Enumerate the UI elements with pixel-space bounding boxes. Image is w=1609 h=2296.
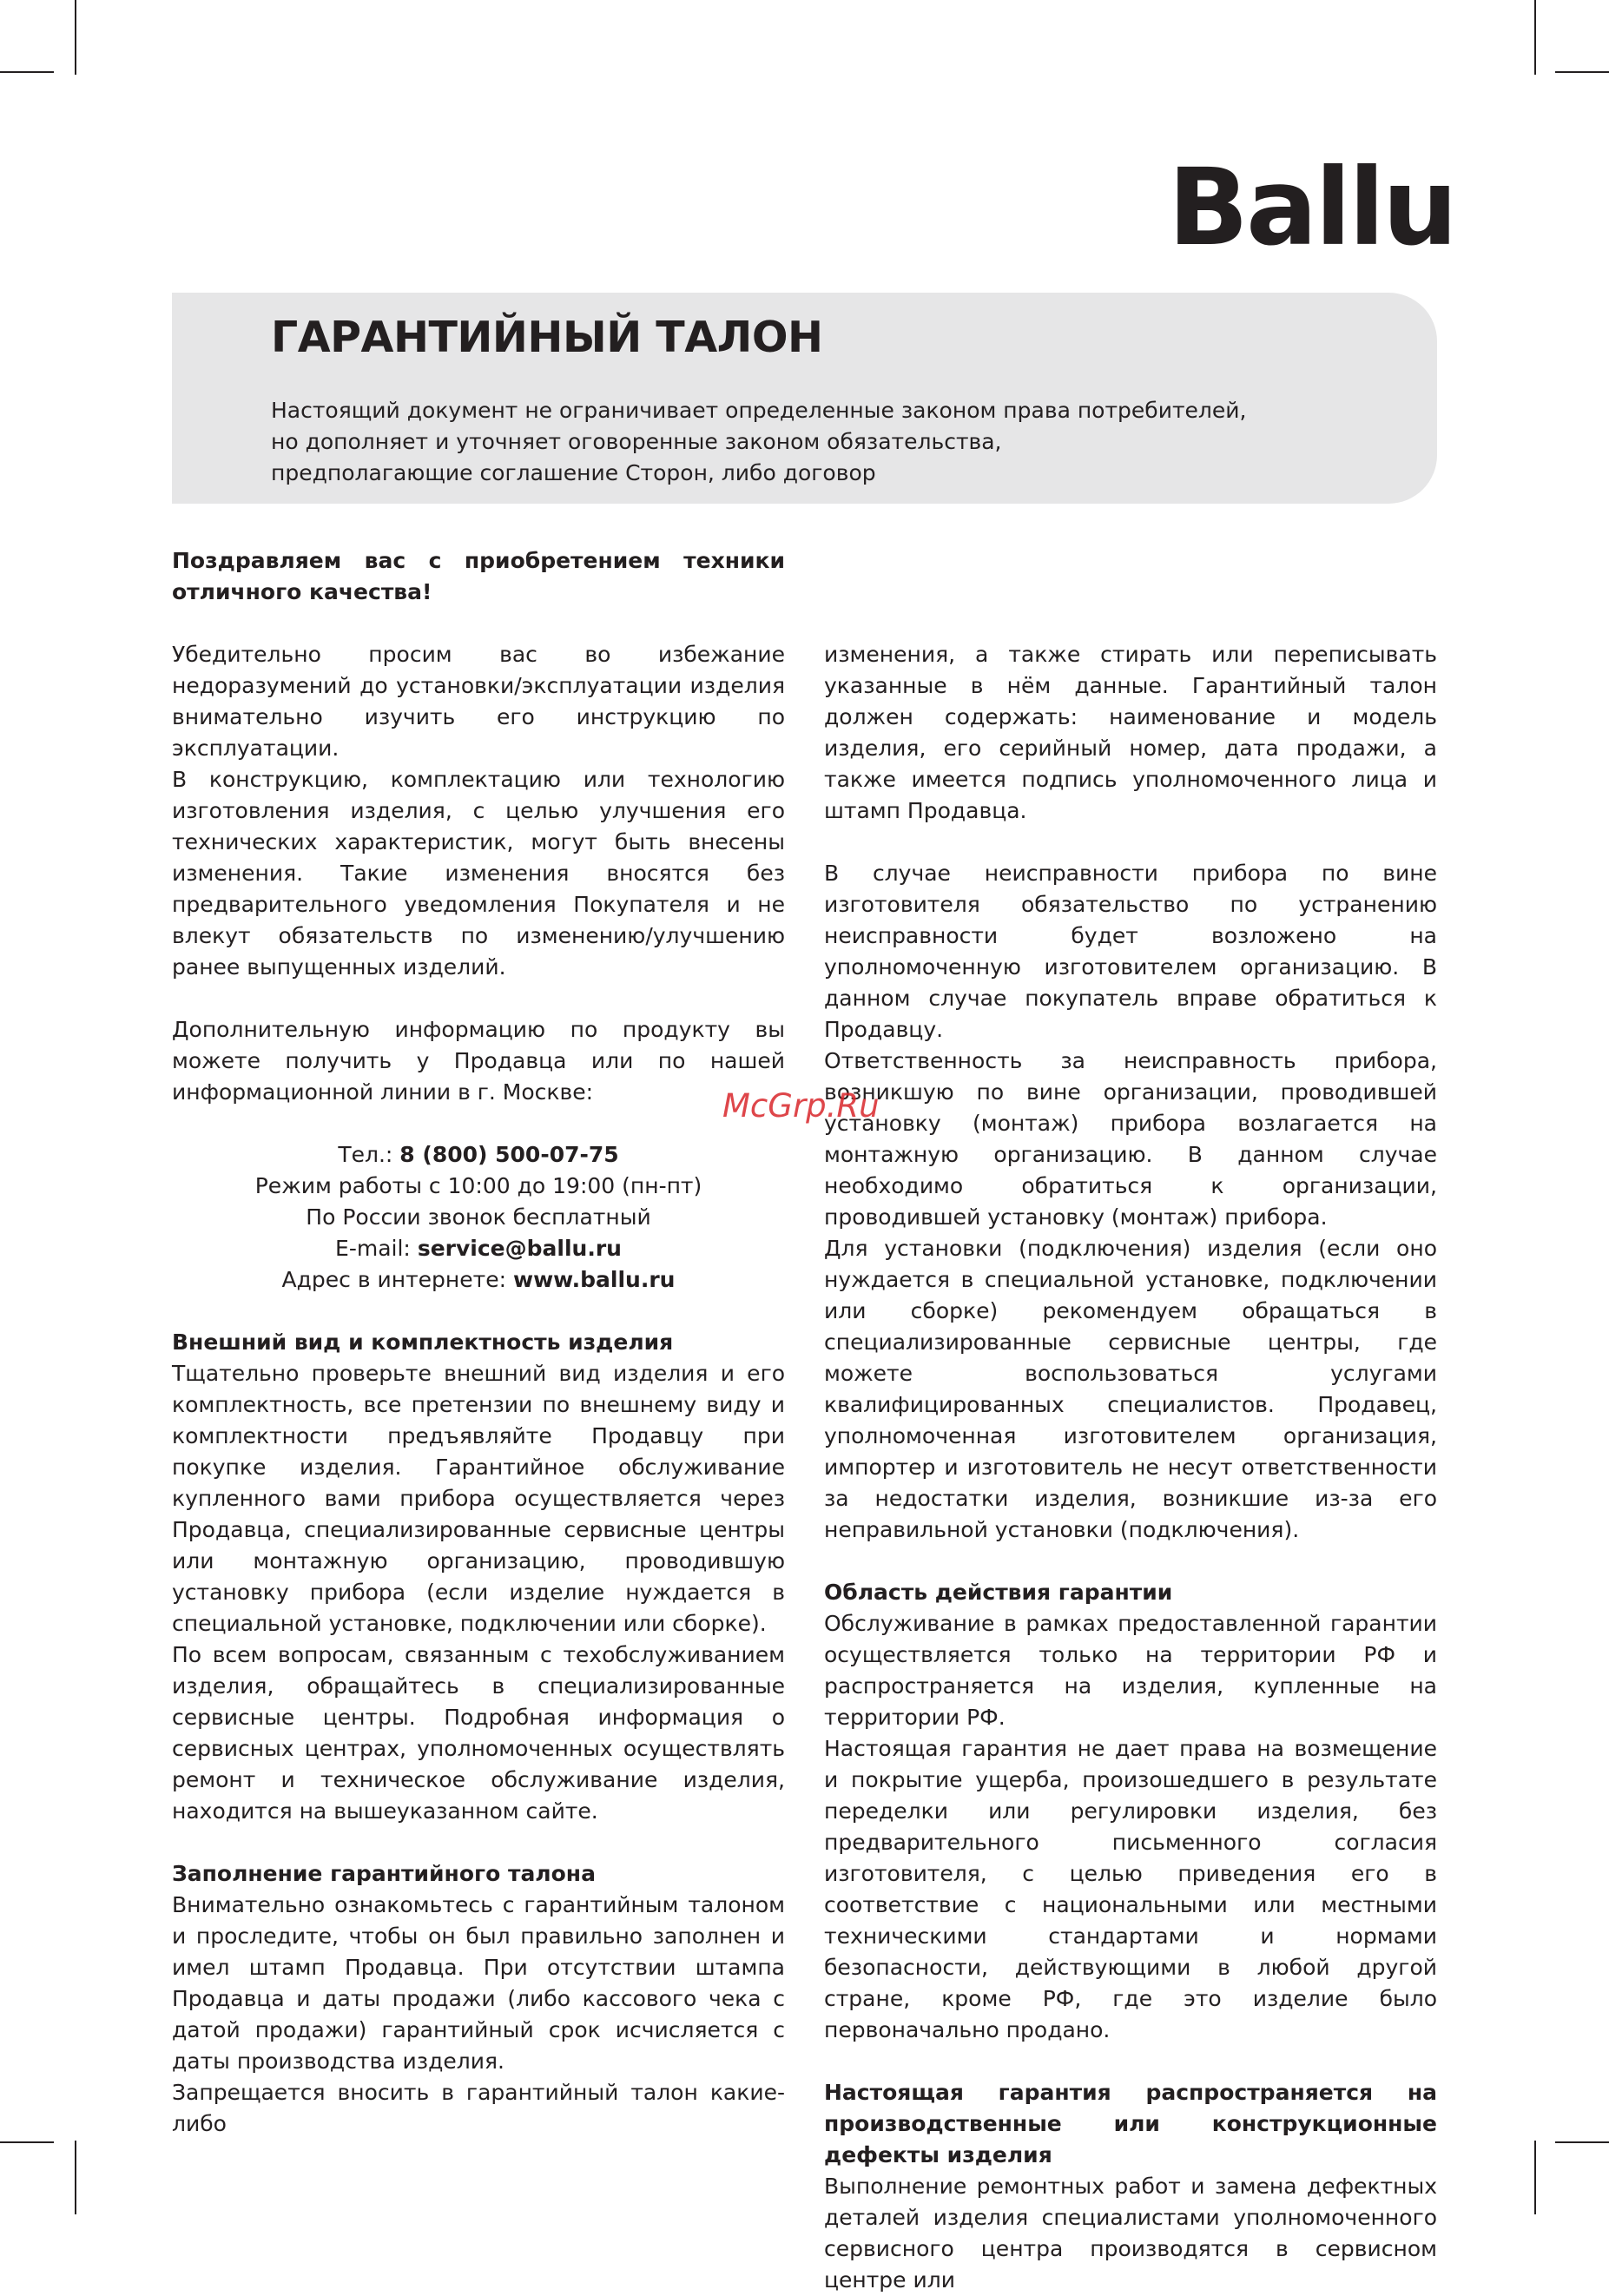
paragraph: В конструкцию, комплектацию или технологию изготовления изделия, с целью улучшения его технических характеристик, могут быть внесены изменения. Такие изменения вносятся без предварительного уведомления Покупателя и не влекут обязательств по изменению/улучшению ранее выпущенных изделий. xyxy=(172,767,785,980)
email-link[interactable]: service@ballu.ru xyxy=(417,1236,622,1261)
header-note-line: но дополняет и уточняет оговоренные законом обязательства, xyxy=(271,429,1002,454)
paragraph: изменения, а также стирать или переписывать указанные в нём данные. Гарантийный талон должен содержать: наименование и модель изделия, его серийный номер, дата продажи, а также имеется подпись уполномоченного лица и штамп Продавца. xyxy=(824,642,1437,823)
ballu-logo: Ballu xyxy=(1168,146,1455,269)
contact-free-call: По России звонок бесплатный xyxy=(306,1204,651,1230)
crop-mark xyxy=(0,71,54,73)
contact-web xyxy=(172,1264,785,1296)
web-label: Адрес в интернете: xyxy=(281,1267,513,1292)
paragraph: Настоящая гарантия не дает права на возмещение и покрытие ущерба, произошедшего в результате переделки или регулировки изделия, без предварительного письменного согласия изготовителя, с целью приведения его в соответствие с национальными или местными техническими стандартами и нормами безопасности, действующими в любой другой стране, кроме РФ, где это изделие было первоначально продано. xyxy=(824,1736,1437,2042)
phone-label: Тел.: xyxy=(338,1142,400,1167)
crop-mark xyxy=(0,2141,54,2143)
section-heading-defects: Настоящая гарантия распространяется на производственные или конструкционные дефекты изделия xyxy=(824,2080,1437,2167)
greeting-heading: Поздравляем вас с приобретением техники отличного качества! xyxy=(172,548,785,604)
header-note-line: предполагающие соглашение Сторон, либо договор xyxy=(271,460,876,485)
contact-email xyxy=(172,1233,785,1264)
crop-mark xyxy=(1555,71,1609,73)
paragraph: По всем вопросам, связанным с техобслуживанием изделия, обращайтесь в специализированные сервисные центры. Подробная информация о сервисных центрах, уполномоченных осуществлять ремонт и техническое обслуживание изделия, находится на вышеуказанном сайте. xyxy=(172,1642,785,1824)
section-heading-scope: Область действия гарантии xyxy=(824,1580,1173,1605)
section-heading-filling: Заполнение гарантийного талона xyxy=(172,1861,596,1886)
left-column xyxy=(172,545,785,2140)
phone-number[interactable]: 8 (800) 500-07-75 xyxy=(399,1142,619,1167)
paragraph: Убедительно просим вас во избежание недоразумений до установки/эксплуатации изделия внимательно изучить его инструкцию по эксплуатации. xyxy=(172,642,785,761)
crop-mark xyxy=(1534,2141,1536,2214)
contact-block xyxy=(172,1139,785,1296)
paragraph: Ответственность за неисправность прибора, возникшую по вине организации, проводившей установку (монтаж) прибора возлагается на монтажную организацию. В данном случае необходимо обратиться к организации, проводившей установку (монтаж) прибора. xyxy=(824,1048,1437,1230)
email-label: E-mail: xyxy=(335,1236,418,1261)
paragraph: Для установки (подключения) изделия (если оно нуждается в специальной установке, подключении или сборке) рекомендуем обращаться в специализированные сервисные центры, где можете воспользоваться услугами квалифицированных специалистов. Продавец, уполномоченная изготовителем организация, импортер и изготовитель не несут ответственности за недостатки изделия, возникшие из-за его неправильной установки (подключения). xyxy=(824,1236,1437,1542)
contact-phone xyxy=(172,1139,785,1171)
paragraph: Внимательно ознакомьтесь с гарантийным талоном и проследите, чтобы он был правильно заполнен и имел штамп Продавца. При отсутствии штампа Продавца и даты продажи (либо кассового чека с датой продажи) гарантийный срок исчисляется с даты производства изделия. xyxy=(172,1892,785,2074)
page-title: ГАРАНТИЙНЫЙ ТАЛОН xyxy=(271,313,823,362)
watermark: McGrp.Ru xyxy=(722,1087,880,1125)
contact-hours: Режим работы с 10:00 до 19:00 (пн-пт) xyxy=(254,1173,702,1198)
right-column xyxy=(824,639,1437,2296)
paragraph: Выполнение ремонтных работ и замена дефектных деталей изделия специалистами уполномоченного сервисного центра производятся в сервисном центре или xyxy=(824,2174,1437,2293)
paragraph: Запрещается вносить в гарантийный талон какие-либо xyxy=(172,2080,785,2136)
header-note-line: Настоящий документ не ограничивает определенные законом права потребителей, xyxy=(271,398,1247,423)
paragraph: Тщательно проверьте внешний вид изделия и его комплектность, все претензии по внешнему виду и комплектности предъявляйте Продавцу при покупке изделия. Гарантийное обслуживание купленного вами прибора осуществляется через Продавца, специализированные сервисные центры или монтажную организацию, проводившую установку прибора (если изделие нуждается в специальной установке, подключении или сборке). xyxy=(172,1361,785,1636)
website-link[interactable]: www.ballu.ru xyxy=(512,1267,676,1292)
section-heading-appearance: Внешний вид и комплектность изделия xyxy=(172,1329,674,1355)
paragraph: В случае неисправности прибора по вине изготовителя обязательство по устранению неисправности будет возложено на уполномоченную изготовителем организацию. В данном случае покупатель вправе обратиться к Продавцу. xyxy=(824,861,1437,1042)
crop-mark xyxy=(75,0,76,75)
crop-mark xyxy=(75,2141,76,2214)
paragraph: Дополнительную информацию по продукту вы можете получить у Продавца или по нашей информационной линии в г. Москве: xyxy=(172,1017,785,1105)
crop-mark xyxy=(1534,0,1536,75)
paragraph: Обслуживание в рамках предоставленной гарантии осуществляется только на территории РФ и распространяется на изделия, купленные на территории РФ. xyxy=(824,1611,1437,1730)
crop-mark xyxy=(1555,2141,1609,2143)
header-note xyxy=(271,395,1400,489)
